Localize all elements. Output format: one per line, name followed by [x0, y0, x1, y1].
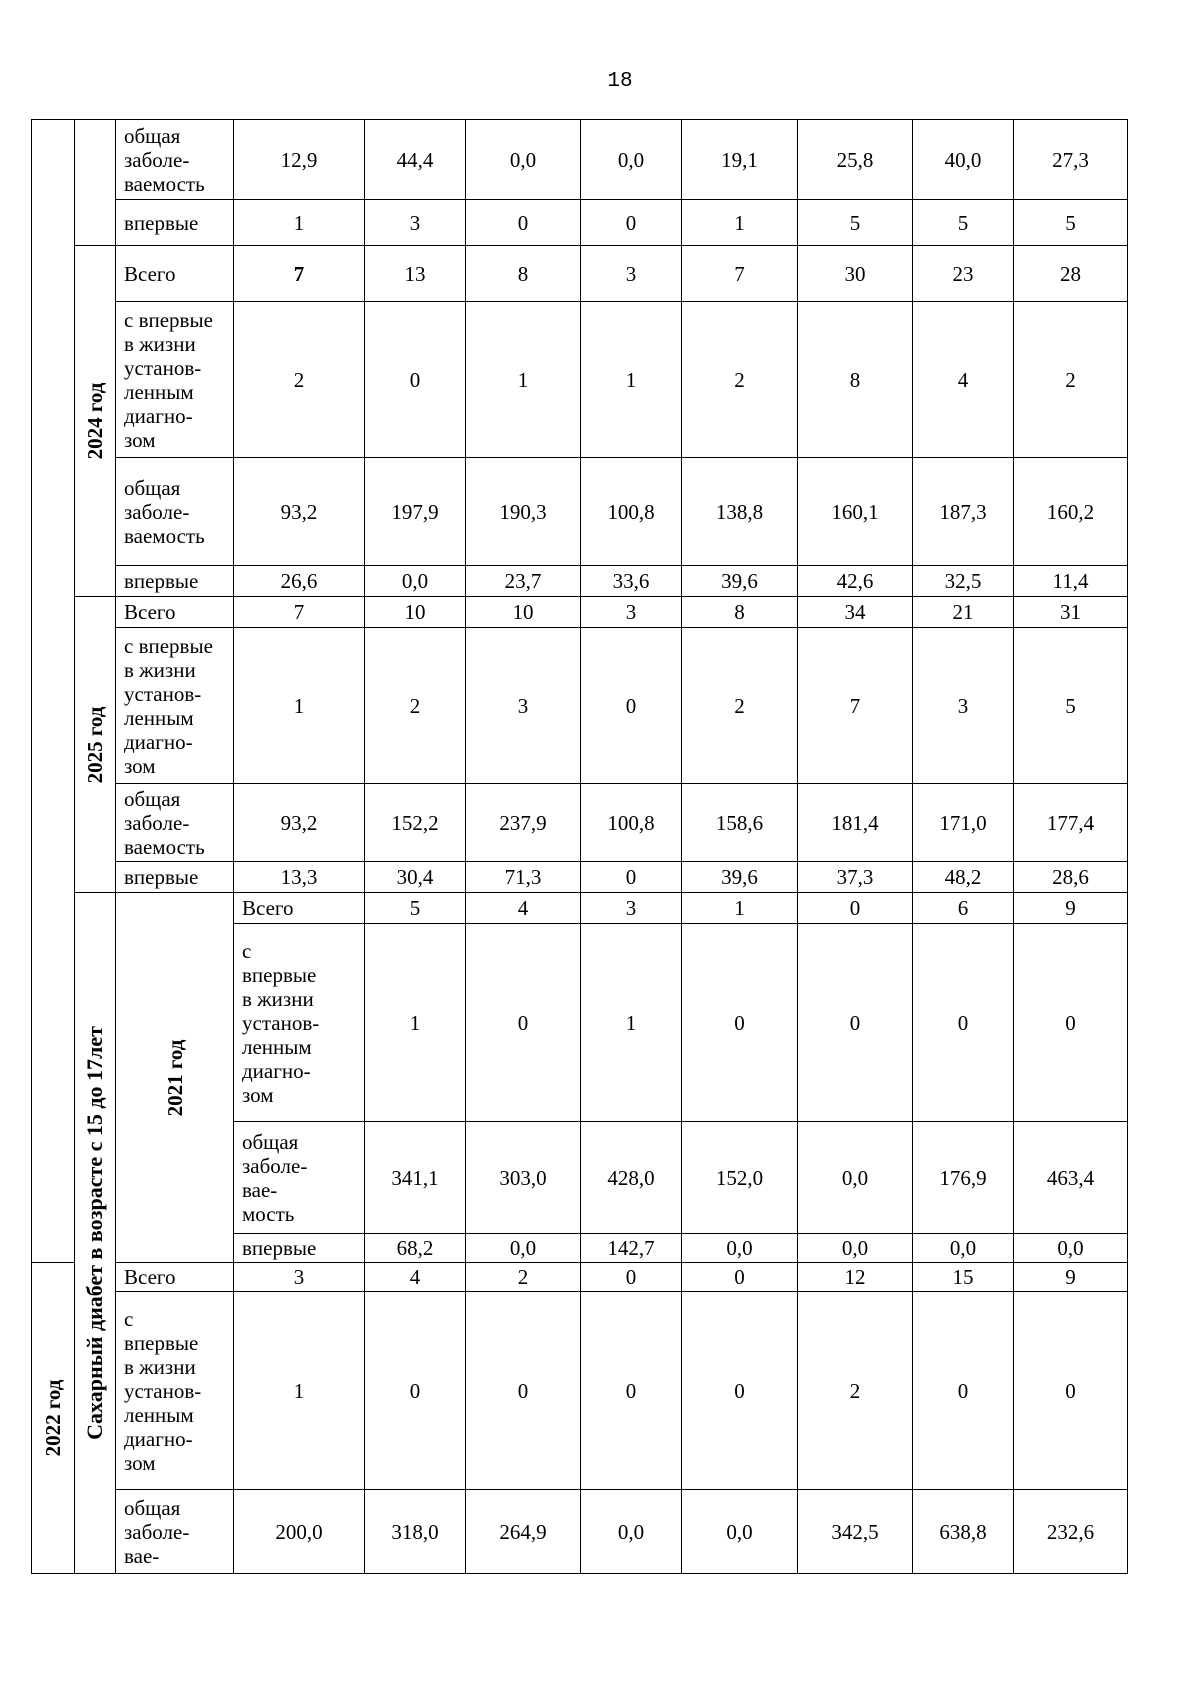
value-cell: 2	[682, 628, 798, 784]
value-cell: 31	[1014, 597, 1128, 628]
row-label-new: впервые	[234, 1234, 365, 1263]
value-cell: 318,0	[365, 1490, 466, 1574]
value-cell: 21	[913, 597, 1014, 628]
value-cell: 9	[1014, 893, 1128, 924]
statistics-table	[31, 119, 1128, 1574]
value-cell: 0	[913, 924, 1014, 1122]
value-cell: 28,6	[1014, 862, 1128, 893]
value-cell: 4	[365, 1263, 466, 1292]
row-label-morbidity: общая заболе- вае-	[116, 1490, 234, 1574]
value-cell: 160,1	[798, 458, 913, 566]
value-cell: 48,2	[913, 862, 1014, 893]
value-cell: 2	[798, 1292, 913, 1490]
value-cell: 342,5	[798, 1490, 913, 1574]
value-cell: 200,0	[234, 1490, 365, 1574]
value-cell: 142,7	[581, 1234, 682, 1263]
value-cell: 0	[682, 1263, 798, 1292]
value-cell: 11,4	[1014, 566, 1128, 597]
value-cell: 0	[1014, 1292, 1128, 1490]
table-row	[32, 458, 1128, 566]
value-cell: 44,4	[365, 120, 466, 200]
row-label-new-diagnosis: с впервые в жизни установ- ленным диагно- зом	[116, 302, 234, 458]
value-cell: 3	[581, 246, 682, 302]
value-cell: 30	[798, 246, 913, 302]
table-row	[32, 566, 1128, 597]
value-cell: 8	[466, 246, 581, 302]
value-cell: 160,2	[1014, 458, 1128, 566]
value-cell: 7	[234, 246, 365, 302]
value-cell: 1	[682, 893, 798, 924]
disease-label-cell	[75, 893, 116, 1574]
value-cell: 2	[234, 302, 365, 458]
value-cell: 0,0	[581, 1490, 682, 1574]
value-cell: 0,0	[581, 120, 682, 200]
value-cell: 0,0	[913, 1234, 1014, 1263]
row-label-new: впервые	[116, 200, 234, 246]
value-cell: 638,8	[913, 1490, 1014, 1574]
value-cell: 23	[913, 246, 1014, 302]
value-cell: 71,3	[466, 862, 581, 893]
value-cell: 42,6	[798, 566, 913, 597]
value-cell: 0	[365, 1292, 466, 1490]
value-cell: 264,9	[466, 1490, 581, 1574]
value-cell: 0	[581, 1292, 682, 1490]
value-cell: 187,3	[913, 458, 1014, 566]
value-cell: 5	[913, 200, 1014, 246]
value-cell: 1	[234, 628, 365, 784]
year-label-cell-2025	[75, 597, 116, 893]
value-cell: 9	[1014, 1263, 1128, 1292]
value-cell: 0,0	[1014, 1234, 1128, 1263]
row-label-total: Всего	[116, 1263, 234, 1292]
value-cell: 34	[798, 597, 913, 628]
value-cell: 2	[365, 628, 466, 784]
value-cell: 0,0	[682, 1490, 798, 1574]
value-cell: 15	[913, 1263, 1014, 1292]
value-cell: 197,9	[365, 458, 466, 566]
year-label-cell-2021	[116, 893, 234, 1263]
value-cell: 0	[1014, 924, 1128, 1122]
value-cell: 463,4	[1014, 1122, 1128, 1234]
table-row	[32, 1292, 1128, 1490]
value-cell: 190,3	[466, 458, 581, 566]
value-cell: 5	[1014, 628, 1128, 784]
table-row	[32, 893, 1128, 924]
value-cell: 0	[798, 924, 913, 1122]
value-cell: 3	[234, 1263, 365, 1292]
value-cell: 5	[1014, 200, 1128, 246]
value-cell: 93,2	[234, 784, 365, 862]
value-cell: 1	[466, 302, 581, 458]
value-cell: 0	[682, 1292, 798, 1490]
value-cell: 176,9	[913, 1122, 1014, 1234]
table-row	[32, 784, 1128, 862]
value-cell: 232,6	[1014, 1490, 1128, 1574]
value-cell: 0,0	[798, 1234, 913, 1263]
value-cell: 0	[466, 1292, 581, 1490]
value-cell: 0	[466, 200, 581, 246]
value-cell: 171,0	[913, 784, 1014, 862]
value-cell: 26,6	[234, 566, 365, 597]
value-cell: 4	[913, 302, 1014, 458]
value-cell: 1	[365, 924, 466, 1122]
value-cell: 2	[466, 1263, 581, 1292]
value-cell: 428,0	[581, 1122, 682, 1234]
value-cell: 4	[466, 893, 581, 924]
value-cell: 33,6	[581, 566, 682, 597]
value-cell: 25,8	[798, 120, 913, 200]
value-cell: 0	[581, 200, 682, 246]
value-cell: 6	[913, 893, 1014, 924]
value-cell: 10	[466, 597, 581, 628]
table-row	[32, 246, 1128, 302]
value-cell: 0	[581, 1263, 682, 1292]
value-cell: 152,2	[365, 784, 466, 862]
table-row	[32, 628, 1128, 784]
value-cell: 303,0	[466, 1122, 581, 1234]
value-cell: 23,7	[466, 566, 581, 597]
value-cell: 7	[798, 628, 913, 784]
value-cell: 237,9	[466, 784, 581, 862]
value-cell: 0	[466, 924, 581, 1122]
value-cell: 1	[581, 924, 682, 1122]
value-cell: 0,0	[365, 566, 466, 597]
row-label-morbidity: общая заболе- ваемость	[116, 458, 234, 566]
value-cell: 39,6	[682, 566, 798, 597]
value-cell: 3	[913, 628, 1014, 784]
value-cell: 100,8	[581, 458, 682, 566]
value-cell: 7	[682, 246, 798, 302]
year-label: 2024 год	[83, 382, 107, 460]
table-row	[32, 862, 1128, 893]
row-label-new-diagnosis: с впервые в жизни установ- ленным диагно- зом	[116, 1292, 234, 1490]
value-cell: 12	[798, 1263, 913, 1292]
value-cell: 1	[581, 302, 682, 458]
value-cell: 100,8	[581, 784, 682, 862]
year-label: 2025 год	[83, 706, 107, 783]
value-cell: 0	[581, 862, 682, 893]
value-cell: 13,3	[234, 862, 365, 893]
year-label: 2022 год	[41, 1379, 65, 1457]
value-cell: 2	[682, 302, 798, 458]
value-cell: 93,2	[234, 458, 365, 566]
value-cell: 0	[581, 628, 682, 784]
row-label-morbidity: общая заболе- ваемость	[116, 784, 234, 862]
value-cell: 39,6	[682, 862, 798, 893]
value-cell: 1	[234, 200, 365, 246]
value-cell: 5	[798, 200, 913, 246]
value-cell: 27,3	[1014, 120, 1128, 200]
value-cell: 0,0	[466, 1234, 581, 1263]
table-row	[32, 302, 1128, 458]
row-label-new-diagnosis: с впервые в жизни установ- ленным диагно- зом	[234, 924, 365, 1122]
value-cell: 3	[466, 628, 581, 784]
value-cell: 0	[365, 302, 466, 458]
row-label-new: впервые	[116, 566, 234, 597]
value-cell: 158,6	[682, 784, 798, 862]
value-cell: 2	[1014, 302, 1128, 458]
value-cell: 3	[365, 200, 466, 246]
page-number: 18	[607, 70, 633, 93]
table-row	[32, 200, 1128, 246]
value-cell: 0,0	[798, 1122, 913, 1234]
table-row	[32, 1490, 1128, 1574]
value-cell: 8	[682, 597, 798, 628]
row-label-new: впервые	[116, 862, 234, 893]
value-cell: 32,5	[913, 566, 1014, 597]
table-row	[32, 120, 1128, 200]
value-cell: 177,4	[1014, 784, 1128, 862]
value-cell: 12,9	[234, 120, 365, 200]
row-label-total: Всего	[234, 893, 365, 924]
value-cell: 10	[365, 597, 466, 628]
year-label: 2021 год	[162, 1039, 187, 1116]
value-cell: 7	[234, 597, 365, 628]
disease-label-cell-top	[32, 120, 75, 1263]
value-cell: 3	[581, 893, 682, 924]
row-label-total: Всего	[116, 246, 234, 302]
value-cell: 0	[798, 893, 913, 924]
year-label-cell-2022	[32, 1263, 75, 1574]
value-cell: 5	[365, 893, 466, 924]
value-cell: 28	[1014, 246, 1128, 302]
disease-label: Сахарный диабет в возрасте с 15 до 17лет	[82, 1026, 107, 1440]
table-row	[32, 1263, 1128, 1292]
row-label-morbidity: общая заболе- вае- мость	[234, 1122, 365, 1234]
value-cell: 40,0	[913, 120, 1014, 200]
value-cell: 341,1	[365, 1122, 466, 1234]
value-cell: 0	[913, 1292, 1014, 1490]
value-cell: 0	[682, 924, 798, 1122]
value-cell: 30,4	[365, 862, 466, 893]
year-label-cell-2023	[75, 120, 116, 246]
value-cell: 19,1	[682, 120, 798, 200]
value-cell: 0,0	[682, 1234, 798, 1263]
row-label-morbidity: общая заболе- ваемость	[116, 120, 234, 200]
value-cell: 152,0	[682, 1122, 798, 1234]
value-cell: 1	[682, 200, 798, 246]
row-label-new-diagnosis: с впервые в жизни установ- ленным диагно- зом	[116, 628, 234, 784]
value-cell: 68,2	[365, 1234, 466, 1263]
value-cell: 181,4	[798, 784, 913, 862]
value-cell: 37,3	[798, 862, 913, 893]
row-label-total: Всего	[116, 597, 234, 628]
value-cell: 13	[365, 246, 466, 302]
value-cell: 1	[234, 1292, 365, 1490]
value-cell: 8	[798, 302, 913, 458]
year-label-cell-2024	[75, 246, 116, 597]
value-cell: 138,8	[682, 458, 798, 566]
table-row	[32, 597, 1128, 628]
value-cell: 0,0	[466, 120, 581, 200]
value-cell: 3	[581, 597, 682, 628]
